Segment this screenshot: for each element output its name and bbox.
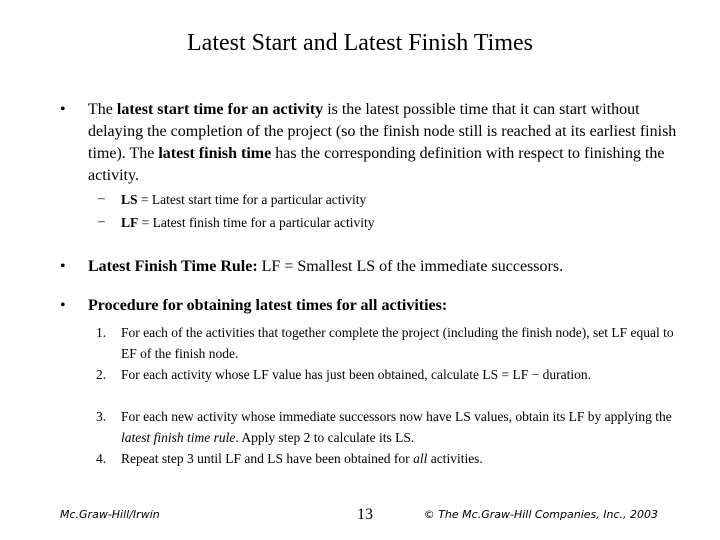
slide-title: Latest Start and Latest Finish Times bbox=[187, 30, 533, 56]
lf-definition bbox=[121, 212, 375, 234]
step-number: 3. bbox=[96, 409, 107, 424]
text-run: The bbox=[88, 101, 117, 118]
page-number: 13 bbox=[357, 506, 373, 523]
text-run: Repeat step 3 until LF and LS have been obtained for bbox=[121, 451, 414, 466]
italic-term: all bbox=[413, 451, 428, 466]
bold-term: Latest Finish Time Rule: bbox=[88, 258, 258, 275]
bullet-marker: • bbox=[60, 101, 66, 118]
dash-marker: – bbox=[98, 190, 105, 205]
bold-term: Procedure for obtaining latest times for all activities: bbox=[88, 297, 448, 314]
bold-term: latest start time for an activity bbox=[116, 101, 324, 118]
text-run: LF = Smallest LS of the immediate successors. bbox=[257, 258, 564, 275]
step-item bbox=[121, 448, 681, 469]
dash-marker: – bbox=[98, 213, 105, 228]
term-text: = Latest start time for a particular activity bbox=[137, 192, 367, 207]
footer-publisher: Mc.Graw-Hill/Irwin bbox=[60, 508, 160, 521]
text-run: activities. bbox=[427, 451, 483, 466]
step-item: For each activity whose LF value has just been obtained, calculate LS = LF − duration. bbox=[121, 367, 591, 382]
text-run: is the latest possible time that it can start without delaying the completion of the project (so the finish node still is reached at its earliest finish time). The bbox=[88, 101, 677, 162]
step-number: 1. bbox=[96, 325, 107, 340]
term-text: = Latest finish time for a particular activity bbox=[138, 215, 375, 230]
latest-finish-rule bbox=[88, 256, 678, 278]
term: LS bbox=[121, 192, 138, 207]
text-run: . Apply step 2 to calculate its LS. bbox=[235, 430, 415, 445]
bullet-marker: • bbox=[60, 258, 66, 275]
italic-term: latest finish time rule bbox=[121, 430, 236, 445]
step-item: For each of the activities that together complete the project (including the finish node), set LF equal to EF of the finish node. bbox=[121, 325, 674, 361]
step-number: 2. bbox=[96, 367, 107, 382]
ls-definition bbox=[121, 189, 366, 211]
step-item bbox=[121, 406, 681, 448]
text-run: has the corresponding definition with respect to finishing the activity. bbox=[88, 145, 665, 184]
term: LF bbox=[121, 215, 139, 230]
procedure-heading bbox=[88, 295, 678, 317]
step-number: 4. bbox=[96, 451, 107, 466]
latest-start-definition bbox=[88, 99, 678, 187]
footer-copyright: © The Mc.Graw-Hill Companies, Inc., 2003 bbox=[423, 508, 658, 521]
bullet-marker: • bbox=[60, 297, 66, 314]
text-run: For each new activity whose immediate successors now have LS values, obtain its LF by applying the bbox=[121, 409, 672, 424]
bold-term: latest finish time bbox=[158, 145, 272, 162]
